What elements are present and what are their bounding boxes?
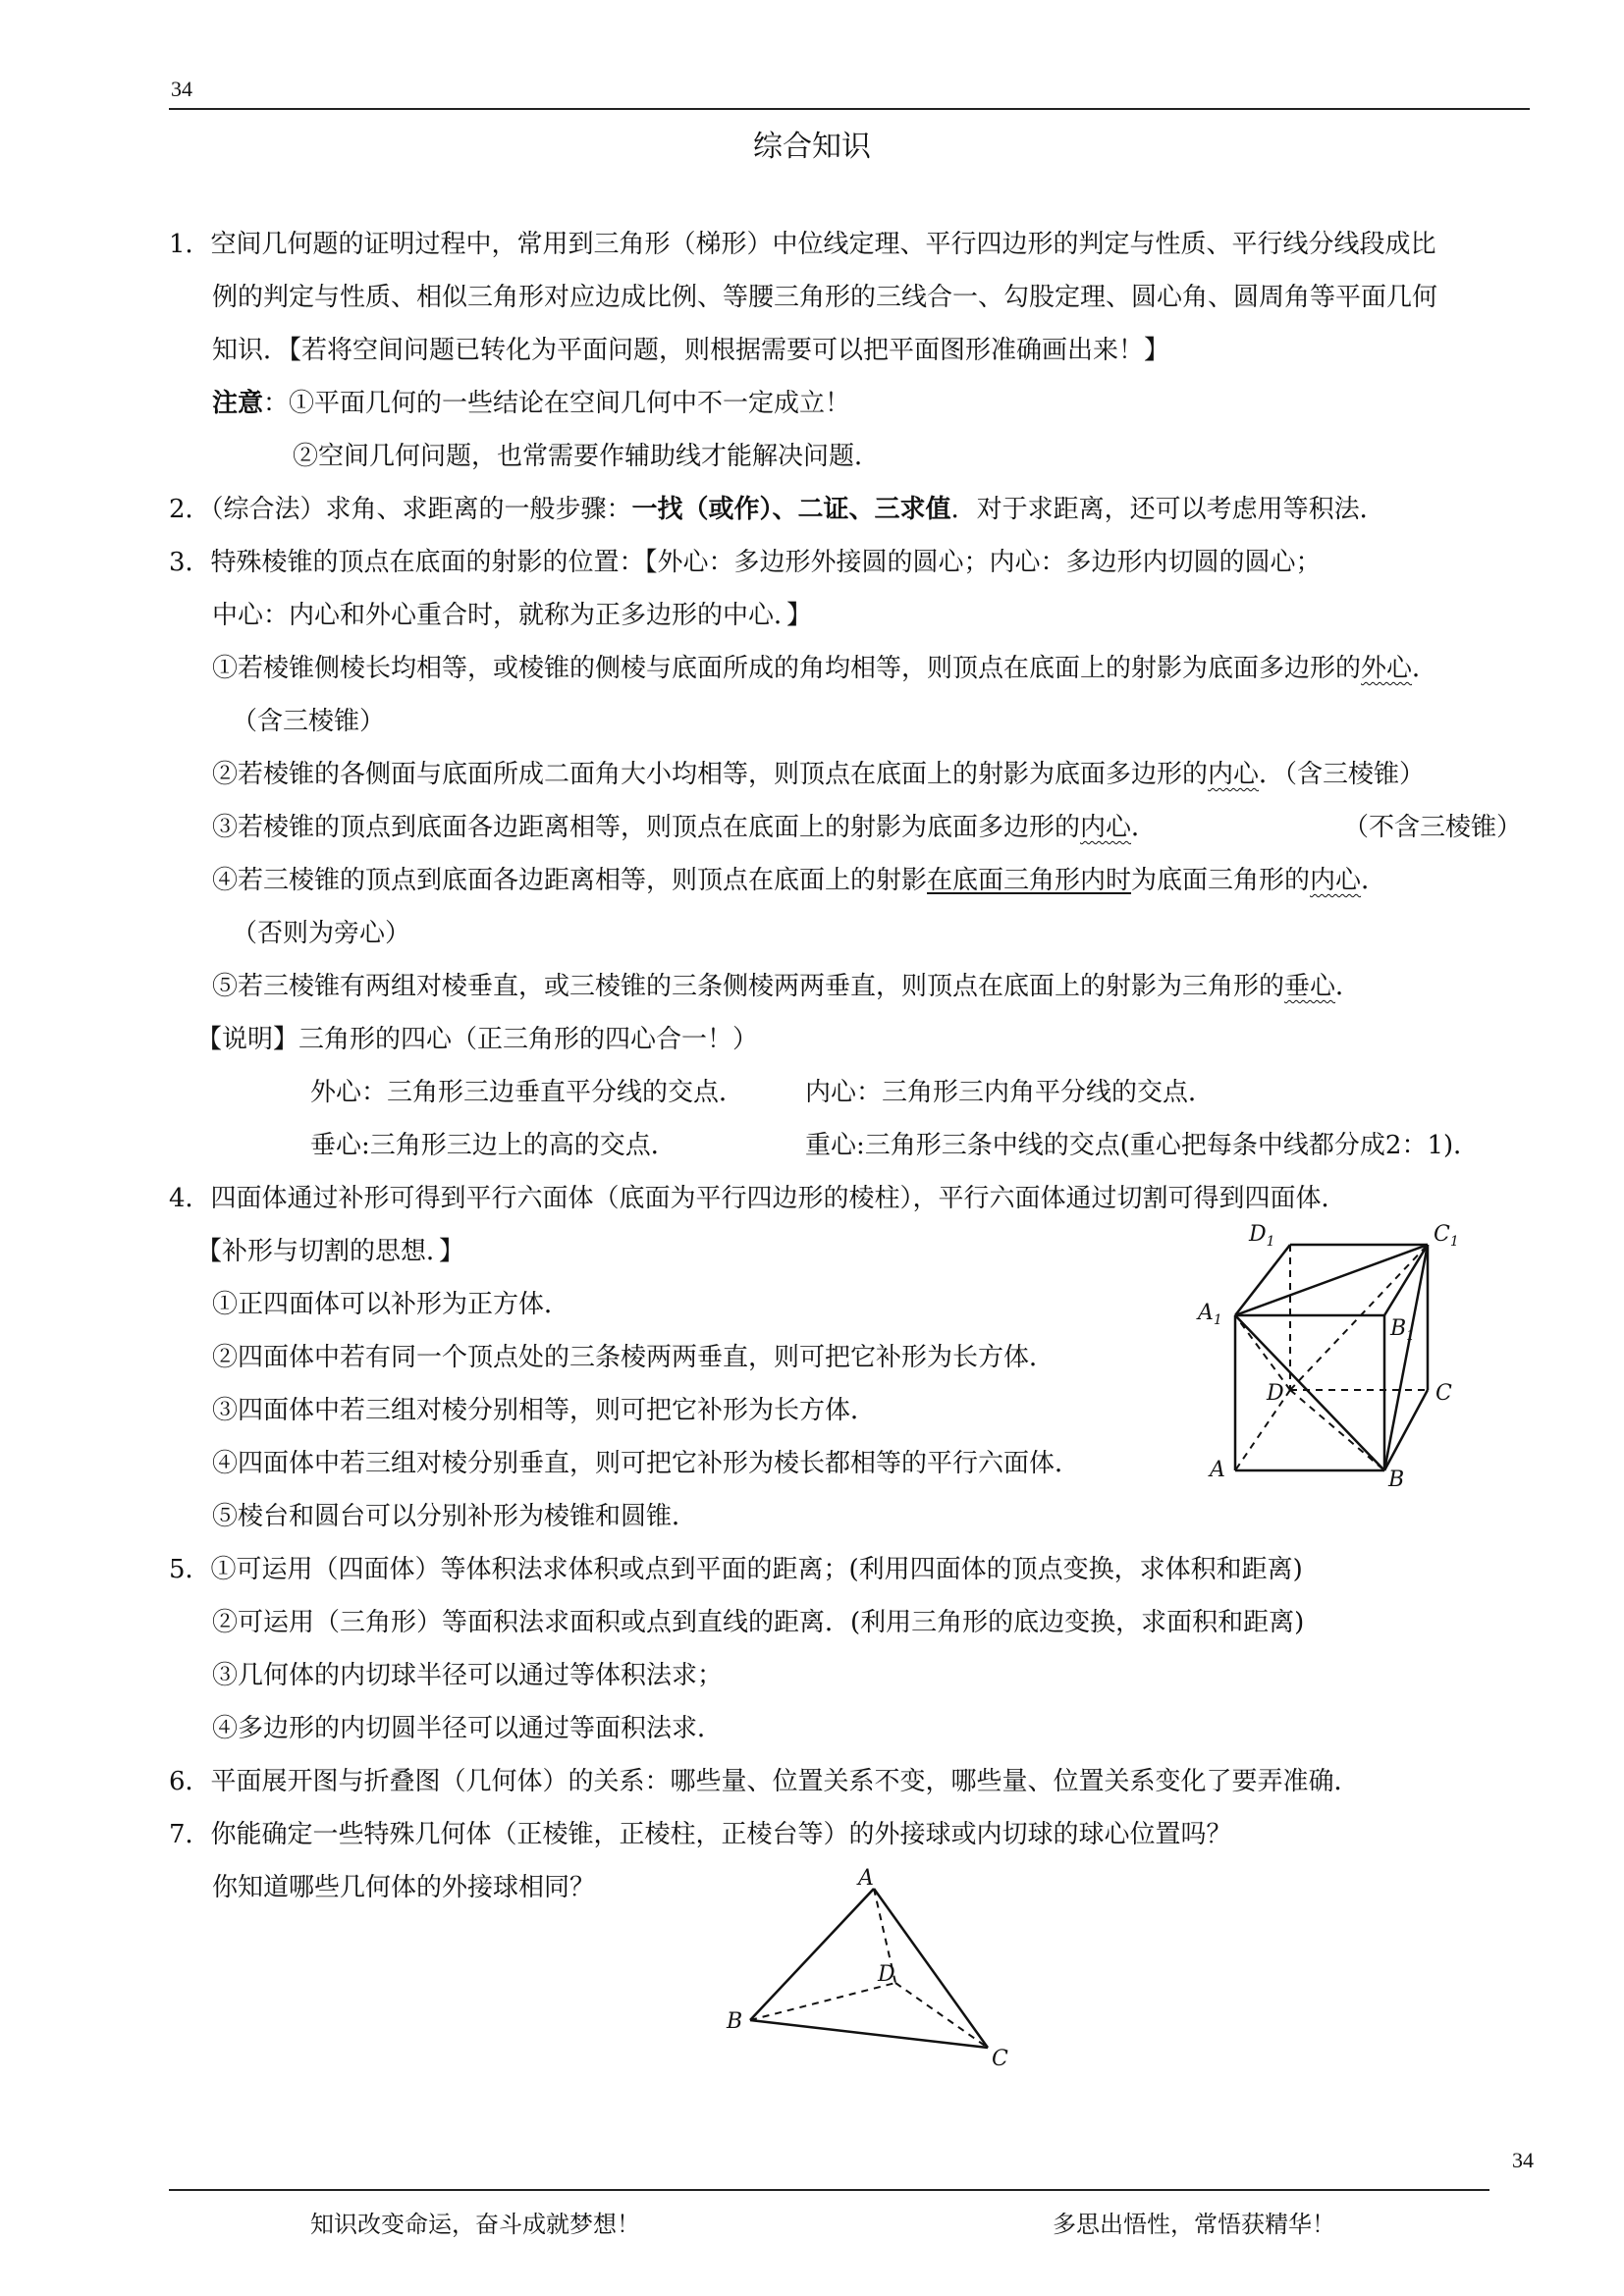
item4-sub4: ④四面体中若三组对棱分别垂直，则可把它补形为棱长都相等的平行六面体． (212, 1449, 1081, 1478)
label-d: D (1267, 1381, 1284, 1406)
label-a: A (858, 1866, 874, 1891)
item3-sub1 (212, 652, 1437, 685)
s4-underlined: 在底面三角形内时 (927, 866, 1132, 895)
s1-key: 外心 (1361, 654, 1413, 683)
item1-line2: 例的判定与性质、相似三角形对应边成比例、等腰三角形的三线合一、勾股定理、圆心角、圆周角等平面几何 (212, 283, 1438, 312)
item2-line (169, 493, 1385, 526)
header-rule (169, 108, 1530, 110)
item4-sub5: ⑤棱台和圆台可以分别补形为棱锥和圆锥． (212, 1502, 698, 1531)
edge-da1-hidden (1235, 1315, 1290, 1390)
label-a1: $A_1$ (1198, 1301, 1222, 1328)
item4-sub1: ①正四面体可以补形为正方体． (212, 1290, 570, 1319)
item1-note2: ②空间几何问题，也常需要作辅助线才能解决问题． (293, 442, 881, 471)
cube-diagram (1178, 1217, 1473, 1502)
item3-sub5 (212, 970, 1361, 1003)
label-b1: $B_1$ (1390, 1316, 1416, 1344)
s2-text: ②若棱锥的各侧面与底面所成二面角大小均相等，则顶点在底面上的射影为底面多边形的 (212, 760, 1209, 789)
item5-line2: ②可运用（三角形）等面积法求面积或点到直线的距离．(利用三角形的底边变换，求面积和距离) (212, 1608, 1305, 1637)
label-b: B (727, 2009, 743, 2034)
item1-note1 (212, 387, 850, 420)
item6-line1: 6．平面展开图与折叠图（几何体）的关系：哪些量、位置关系不变，哪些量、位置关系变化了要弄准确． (169, 1767, 1360, 1796)
note-label: 注意 (212, 389, 264, 418)
item3-explain: 【说明】三角形的四心（正三角形的四心合一！） (196, 1025, 759, 1054)
label-c: C (992, 2047, 1008, 2071)
s5-text: ⑤若三棱锥有两组对棱垂直，或三棱锥的三条侧棱两两垂直，则顶点在底面上的射影为三角形的 (212, 972, 1285, 1001)
circumcenter-def: 外心：三角形三边垂直平分线的交点． (310, 1078, 745, 1107)
label-d1: $D_1$ (1249, 1222, 1275, 1250)
item2-steps: 一找（或作）、二证、三求值 (631, 495, 951, 524)
item2-part-c: ．对于求距离，还可以考虑用等积法． (950, 495, 1385, 524)
item3-line2: 中心：内心和外心重合时，就称为正多边形的中心．】 (212, 601, 813, 630)
s2-end: ．（含三棱锥） (1259, 760, 1426, 789)
item3-sub3 (212, 811, 1157, 844)
item3-sub4-note: （否则为旁心） (232, 919, 411, 948)
s4-text: ④若三棱锥的顶点到底面各边距离相等，则顶点在底面上的射影 (212, 866, 928, 895)
edge-bc (750, 2020, 988, 2048)
footer-left-motto: 知识改变命运，奋斗成就梦想！ (310, 2211, 640, 2238)
incenter-def: 内心：三角形三内角平分线的交点． (805, 1078, 1215, 1107)
s3-text: ③若棱锥的顶点到底面各边距离相等，则顶点在底面上的射影为底面多边形的 (212, 813, 1081, 842)
label-b: B (1388, 1468, 1405, 1492)
page-title: 综合知识 (753, 130, 871, 164)
s5-key: 垂心 (1284, 972, 1336, 1001)
footer-right-motto: 多思出悟性，常悟获精华！ (1053, 2211, 1335, 2238)
item5-line4: ④多边形的内切圆半径可以通过等面积法求． (212, 1714, 724, 1743)
item1-line3: 知识．【若将空间问题已转化为平面问题，则根据需要可以把平面图形准确画出来！】 (212, 336, 1170, 365)
item4-sub3: ③四面体中若三组对棱分别相等，则可把它补形为长方体． (212, 1396, 877, 1425)
note1-text: ：①平面几何的一些结论在空间几何中不一定成立！ (263, 389, 851, 418)
tetrahedron-diagram (717, 1865, 1041, 2071)
item7-line1: 7．你能确定一些特殊几何体（正棱锥，正棱柱，正棱台等）的外接球或内切球的球心位置吗？ (169, 1820, 1232, 1849)
s4-key: 内心 (1310, 866, 1362, 895)
item3-sub3-note: （不含三棱锥） (1343, 813, 1523, 842)
edge-db-hidden (1290, 1390, 1384, 1470)
item4-sub2: ②四面体中若有同一个顶点处的三条棱两两垂直，则可把它补形为长方体． (212, 1343, 1056, 1372)
s4-end: ． (1361, 866, 1387, 895)
item3-sub4 (212, 864, 1386, 897)
s3-key: 内心 (1080, 813, 1132, 842)
label-a: A (1210, 1458, 1225, 1482)
s1-text: ①若棱锥侧棱长均相等，或棱锥的侧棱与底面所成的角均相等，则顶点在底面上的射影为底面多边形的 (212, 654, 1362, 683)
item5-line1: 5．①可运用（四面体）等体积法求体积或点到平面的距离；(利用四面体的顶点变换，求体积和距离) (169, 1555, 1303, 1584)
centroid-def: 重心:三角形三条中线的交点(重心把每条中线都分成2：1)． (805, 1131, 1480, 1160)
header-page-number: 34 (171, 77, 192, 101)
item1-line1: 1．空间几何题的证明过程中，常用到三角形（梯形）中位线定理、平行四边形的判定与性质、平行线分线段成比 (169, 230, 1436, 259)
s2-key: 内心 (1208, 760, 1260, 789)
footer-rule (169, 2189, 1489, 2191)
label-c: C (1435, 1381, 1452, 1406)
label-c1: $C_1$ (1434, 1222, 1459, 1250)
s3-end: ． (1131, 813, 1158, 842)
item3-line1: 3．特殊棱锥的顶点在底面的射影的位置：【外心：多边形外接圆的圆心；内心：多边形内切圆的圆心； (169, 548, 1322, 577)
s1-end: ． (1412, 654, 1438, 683)
edge-a1b (1235, 1315, 1384, 1470)
item5-line3: ③几何体的内切球半径可以通过等体积法求； (212, 1661, 724, 1690)
footer-page-number: 34 (1512, 2148, 1534, 2172)
orthocenter-def: 垂心:三角形三边上的高的交点． (310, 1131, 677, 1160)
edge-ab (750, 1889, 874, 2020)
edge-dc1-hidden (1290, 1245, 1428, 1390)
item7-line2: 你知道哪些几何体的外接球相同？ (212, 1873, 596, 1902)
s5-end: ． (1335, 972, 1362, 1001)
edge-bd-hidden (750, 1983, 895, 2020)
s4-mid: 为底面三角形的 (1131, 866, 1311, 895)
item4-line1: 4．四面体通过补形可得到平行六面体（底面为平行四边形的棱柱），平行六面体通过切割可得到四面体． (169, 1184, 1347, 1213)
item4-line2: 【补形与切割的思想．】 (196, 1237, 465, 1266)
item3-sub1-note: （含三棱锥） (232, 707, 386, 736)
item2-part-a: 2．（综合法）求角、求距离的一般步骤： (169, 495, 632, 524)
item3-sub2 (212, 758, 1425, 791)
label-d: D (878, 1962, 895, 1987)
